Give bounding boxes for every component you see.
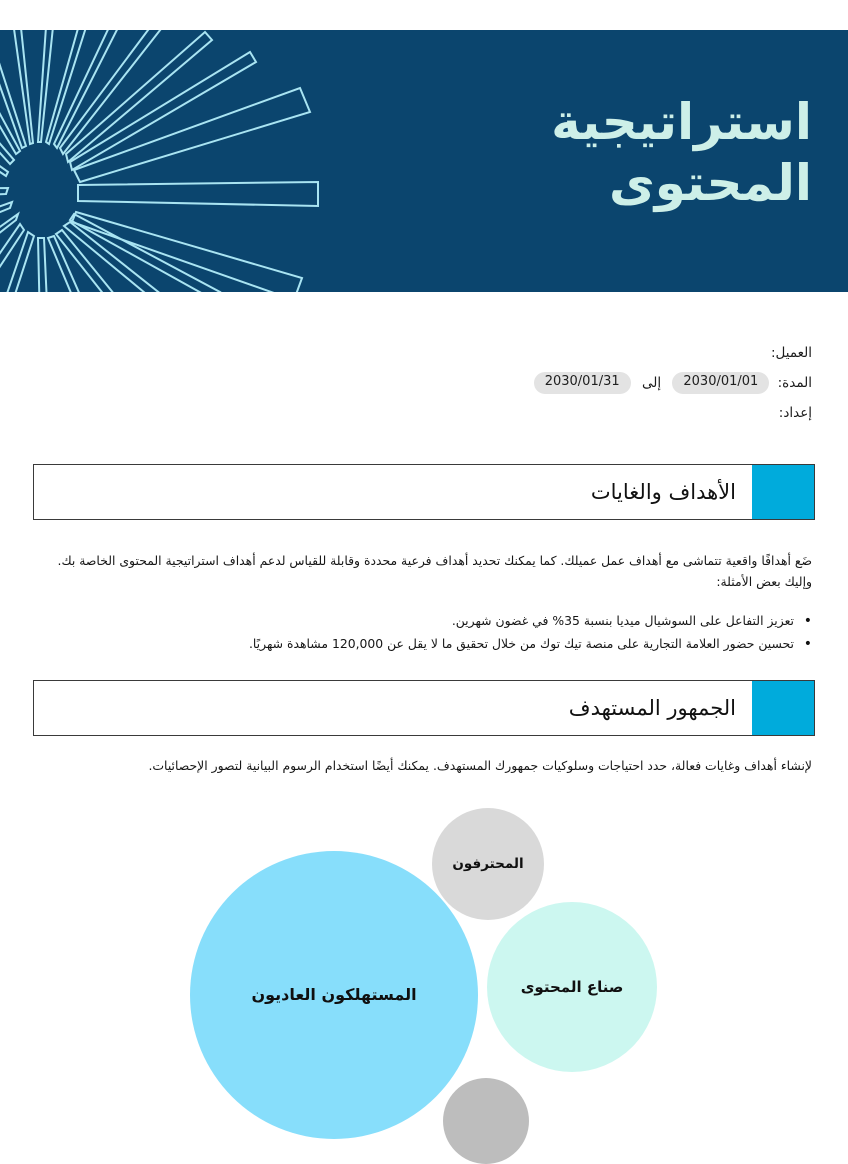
date-start-chip[interactable]: 2030/01/01: [672, 372, 769, 393]
list-item: • تحسين حضور العلامة التجارية على منصة تيك توك من خلال تحقيق ما لا يقل عن 120,000 مشاهدة شهريًا.: [30, 633, 812, 655]
page-title: [392, 92, 812, 214]
date-end-chip[interactable]: 2030/01/31: [534, 372, 631, 393]
goals-paragraph: ضَع أهدافًا واقعية تتماشى مع أهداف عمل عميلك. كما يمكنك تحديد أهداف فرعية محددة وقابلة للقياس لدعم أهداف استراتيجية المحتوى الخاصة بك. وإليك بعض الأمثلة:: [57, 553, 812, 590]
bubble-professionals: [432, 808, 544, 920]
document-metadata: [22, 338, 812, 428]
section-accent-block-goals: [752, 465, 814, 519]
duration-label: المدة:: [777, 375, 812, 391]
section-header-goals: [33, 464, 815, 520]
section-heading-goals: الأهداف والغايات: [590, 480, 736, 504]
header-banner: [0, 30, 848, 292]
meta-row-duration: [22, 368, 812, 398]
bubble-regular-consumers: [190, 851, 478, 1139]
bubble-label-regular-consumers: المستهلكون العاديون: [251, 985, 417, 1005]
goals-bullet-list: [30, 610, 812, 655]
audience-paragraph: لإنشاء أهداف وغايات فعالة، حدد احتياجات وسلوكيات جمهورك المستهدف. يمكنك أيضًا استخدام الرسوم البيانية لتصور الإحصائيات.: [148, 758, 812, 773]
page-title-line-2: المحتوى: [608, 154, 812, 212]
meta-row-prepared-by: [22, 398, 812, 428]
page-title-line-1: استراتيجية: [551, 93, 812, 151]
sunburst-decoration-icon: [0, 30, 340, 292]
section-heading-audience: الجمهور المستهدف: [568, 696, 736, 720]
bubble-label-professionals: المحترفون: [452, 855, 524, 872]
list-item: • تعزيز التفاعل على السوشيال ميديا بنسبة 35% في غضون شهرين.: [30, 610, 812, 632]
prepared-by-label: إعداد:: [778, 405, 812, 421]
client-label: العميل:: [770, 345, 812, 361]
meta-row-client: [22, 338, 812, 368]
bubble-label-content-creators: صناع المحتوى: [520, 978, 624, 996]
section-accent-block-audience: [752, 681, 814, 735]
section-header-audience: [33, 680, 815, 736]
date-separator-label: إلى: [641, 375, 662, 391]
bubble-content-creators: [487, 902, 657, 1072]
bubble-partial: [443, 1078, 529, 1164]
